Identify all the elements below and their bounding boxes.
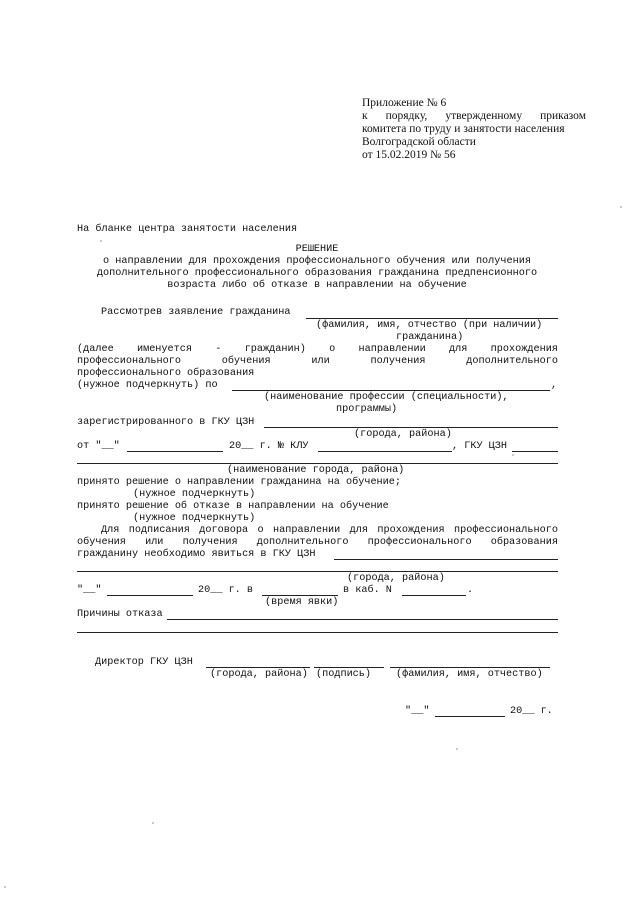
scan-speck: [456, 748, 458, 750]
gku-label: , ГКУ ЦЗН: [452, 441, 508, 452]
appendix-word: к: [362, 110, 368, 122]
paragraph-line-3: профессионального образования: [77, 368, 255, 379]
city-name-hint: (наименование города, района): [227, 465, 405, 476]
signature-field-line[interactable]: [314, 667, 384, 668]
contract-word: дополнительного: [256, 537, 349, 548]
contract-word: получения: [182, 537, 238, 548]
contract-word: договора: [199, 525, 249, 536]
from-year: 20__ г. № КЛУ: [229, 441, 309, 452]
registered-hint: (города, района): [354, 429, 452, 440]
blank-note: На бланке центра занятости населения: [77, 224, 298, 235]
director-label: Директор ГКУ ЦЗН: [95, 657, 193, 668]
fio-hint-2: гражданина): [396, 332, 464, 343]
decision-hint-2: (нужное подчеркнуть): [133, 513, 256, 524]
cabinet-label: в каб. N: [343, 585, 392, 596]
cabinet-dot: .: [467, 585, 474, 596]
decision-hint-1: (нужное подчеркнуть): [133, 489, 256, 500]
contract-word: образования: [490, 537, 558, 548]
appendix-line-4: Волгоградской области: [362, 136, 476, 148]
from-date-field-line[interactable]: [127, 451, 223, 452]
paragraph-word: прохождения: [490, 344, 558, 355]
refusal-field-line-1[interactable]: [167, 619, 558, 620]
contract-word: подписания: [128, 525, 190, 536]
scan-speck: [152, 822, 154, 824]
contract-line-3: гражданину необходимо явиться в ГКУ ЦЗН: [77, 549, 316, 560]
subtitle-line-3: возраста либо об отказе в направлении на обучение: [167, 280, 467, 291]
paragraph-word: для: [449, 344, 468, 355]
paragraph-word: именуется: [136, 344, 192, 355]
signature-hint: (подпись): [316, 669, 372, 680]
scan-speck: [4, 886, 6, 888]
appear-time-hint: (время явки): [265, 597, 339, 608]
city-name-field-line[interactable]: [77, 463, 558, 464]
fio-hint-1: (фамилия, имя, отчество (при наличии): [316, 320, 543, 331]
decision-refusal: принято решение об отказе в направлении на обучение: [77, 501, 389, 512]
appear-year: 20__ г. в: [198, 585, 254, 596]
fio-field-line[interactable]: [306, 318, 558, 319]
registered-field-line[interactable]: [264, 427, 558, 428]
appendix-word: порядку,: [385, 110, 428, 122]
from-quote: от "__": [77, 441, 120, 452]
registered-label: зарегистрированного в ГКУ ЦЗН: [77, 417, 255, 428]
appendix-word: утвержденному: [445, 110, 523, 122]
director-city-hint: (города, района): [210, 669, 308, 680]
scan-speck: [512, 454, 514, 456]
klu-field-line[interactable]: [318, 451, 452, 452]
contract-word: профессионального: [454, 525, 558, 536]
appear-gku-field-line[interactable]: [334, 559, 558, 560]
profession-field-line[interactable]: [232, 390, 550, 391]
paragraph-word: получения: [370, 356, 426, 367]
contract-word: для: [349, 525, 368, 536]
refusal-field-line-2[interactable]: [77, 632, 558, 633]
appear-city-field-line[interactable]: [77, 571, 558, 572]
subtitle-line-1: о направлении для прохождения профессионального обучения или получения: [103, 256, 531, 267]
subtitle-line-2: дополнительного профессионального образования гражданина предпенсионного: [96, 268, 538, 279]
paragraph-word: дополнительного: [466, 356, 558, 367]
paragraph-word: о: [329, 344, 336, 355]
director-fio-hint: (фамилия, имя, отчество): [396, 669, 543, 680]
paragraph-word: профессионального: [77, 356, 181, 367]
document-title: РЕШЕНИЕ: [295, 244, 339, 255]
refusal-label: Причины отказа: [77, 609, 163, 620]
appendix-number: Приложение № 6: [362, 97, 447, 109]
appendix-date: от 15.02.2019 № 56: [362, 149, 456, 161]
contract-line-2: [77, 537, 558, 549]
contract-word: или: [145, 537, 164, 548]
paragraph-line-4: (нужное подчеркнуть) по: [77, 380, 218, 391]
appear-date-field-line[interactable]: [107, 595, 193, 596]
paragraph-comma: ,: [551, 380, 558, 391]
scan-speck: [620, 206, 622, 208]
director-fio-field-line[interactable]: [390, 667, 550, 668]
profession-hint-2: программы): [336, 404, 398, 415]
paragraph-line-1: [77, 344, 558, 356]
contract-word: профессионального: [367, 537, 472, 548]
appear-city-hint: (города, района): [347, 573, 445, 584]
paragraph-word: гражданин): [244, 344, 306, 355]
decision-direction: принято решение о направлении гражданина на обучение;: [77, 477, 402, 488]
paragraph-word: (далее: [77, 344, 114, 355]
contract-word: о: [257, 525, 264, 536]
final-date-quote: "__": [405, 706, 430, 717]
contract-word: обучения: [77, 537, 126, 548]
profession-hint-1: (наименование профессии (специальности),: [264, 392, 509, 403]
contract-word: прохождения: [377, 525, 445, 536]
gku-field-line[interactable]: [512, 451, 558, 452]
contract-word: направлении: [273, 525, 341, 536]
contract-line-1: [101, 525, 558, 537]
paragraph-word: направлении: [358, 344, 426, 355]
contract-word: Для: [101, 525, 120, 536]
director-city-field-line[interactable]: [206, 667, 310, 668]
considered-label: Рассмотрев заявление гражданина: [101, 307, 291, 318]
final-year: 20__ г.: [510, 706, 553, 717]
paragraph-word: обучения: [221, 356, 271, 367]
final-date-field-line[interactable]: [435, 716, 505, 717]
paragraph-line-2: [77, 356, 558, 368]
cabinet-field-line[interactable]: [402, 595, 466, 596]
appear-date-quote: "__": [77, 585, 102, 596]
appendix-word: приказом: [540, 110, 586, 122]
appendix-line-3: комитета по труду и занятости населения: [362, 123, 565, 135]
appendix-line-2: [362, 110, 586, 123]
paragraph-word: или: [311, 356, 330, 367]
scan-speck: [100, 240, 102, 242]
appear-time-field-line[interactable]: [262, 595, 338, 596]
paragraph-word: -: [215, 344, 222, 355]
